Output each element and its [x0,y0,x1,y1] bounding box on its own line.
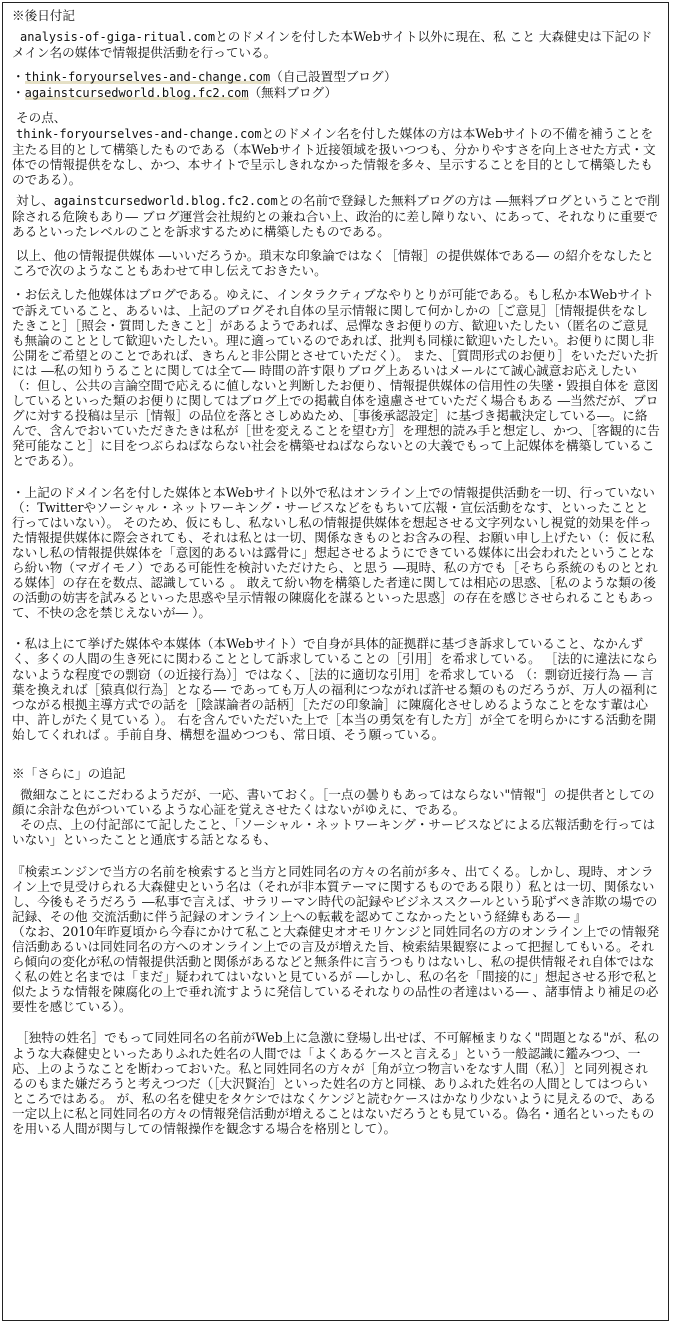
intro-paragraph [12,29,660,60]
paragraph-against: 対し、againstcursedworld.blog.fc2.comとの名前で登録した無料ブログの方は ―無料ブログということで削除される危険もあり― ブログ運営会社規約との兼ね合い上、政治的に差し障りない、にあって、それなりに重要であるといったレベルのことを訴求するために構築したものである。 [12,192,660,240]
paragraph-think: think-foryourselves-and-change.comとのドメイン名を付した媒体の方は本Webサイトの不備を補うことを主たる目的として構築したものである（本Webサイト近接領域を扱いつつも、分かりやすさを向上させた方式・文体での情報提供をなし、かつ、本サイトで呈示しきれなかった情報を多々、呈示することを目的として構築したものである）。 [12,125,656,187]
paragraph-naoo: （なお、2010年昨夏頃から今春にかけて私こと大森健史オオモリケンジと同姓同名の方のオンライン上での情報発信活動あるいは同姓同名の方へのオンライン上での言及が増えた旨、検索結果観察によって把握してもいる。それら傾向の変化が私の情報提供活動と関係があるなどと無条件に言うつもりはないし、私の提供情報それ自体ではなく私の姓と名までは「まだ」疑われてはいないと見ているが ―しかし、私の名を「間接的に」想起させる形で私と似たような情報を陳腐化の上で垂れ流すように発信しているそれなりの品性の者達はいる― 、諸事情より補足の必要性を感じている）。 [12,923,660,1015]
paragraph-blog: ・お伝えした他媒体はブログである。ゆえに、インタラクティブなやりとりが可能である。もし私か本Webサイトで訴えていること、あるいは、上記のブログそれ自体の呈示情報に関して何かしかの［ご意見］［情報提供をなしたきこと］［照会・質問したきこと］があるようであれば、忌憚なきお便りの方、歓迎いたしたい（匿名のご意見も無論のこととして歓迎いたしたい。理に適っているのであれば、批判も同様に歓迎いたしたい。お便りに関し非公開をご希望とのことであれば、きちんと非公開とさせていただく）。 また、［質問形式のお便り］をいただいた折には ―私の知りうることに関しては全て― 時間の許す限りブログ上あるいはメールにて誠心誠意お応えしたい（：但し、公共の言論空間で応えるに値しないと判断したお便り、情報提供媒体の信用性の失墜・毀損自体を 意図しているといった類のお便りに関してはブログ上での掲載自体を遠慮させていただく場合もある ―当然だが、ブログに対する投稿は呈示［情報］の品位を落とさしめぬため、［事後承認設定］に基づき掲載決定している―。に絡んで、含んでおいていただきたきは私が［世を変えることを望む方］を理想的読み手と想定し、かつ、［客観的に告発可能なこと］に目をつぶらねばならない社会を構築せねばならないとの大義でもって上記媒体を構築していることである）。 [12,287,660,469]
intro-text: とのドメインを付した本Webサイト以外に現在、私 こと 大森健史は下記のドメイン名の媒体で情報提供活動を行っている。 [12,29,653,61]
media-item-against: ・againstcursedworld.blog.fc2.com（無料ブログ） [12,85,338,101]
paragraph-sarani-2: その点、上の付記部にて記したこと、「ソーシャル・ネットワーキング・サービスなどによる広報活動を行ってはいない」といったことと通底する話となるも、 [12,817,656,848]
paragraph-sonoten: その点、 [16,110,67,126]
section-header-sarani: ※「さらに」の追記 [12,766,126,782]
paragraph-appeal: ・私は上にて挙げた媒体や本媒体（本Webサイト）で自身が具体的証拠群に基づき訴求していること、なかんずく、多くの人間の生き死にに関わることとして訴求していることの［引用］を希求している。 ［法的に違法にならないような程度での剽窃（の近接行為）］ではなく、［法的に適切な引用］を希求している （：剽窃近接行為 ― 言葉を換えれば［猿真似行為］となる― であっても万人の福利につながれば許せる類のものだろうが、万人の福利につながる根拠主導方式での話を［陰謀論者の話柄］［ただの印象論］に陳腐化させしめるようなことをなす輩は心中、許しがたく見ている ）。 右を含んでいただいた上で［本当の勇気を有した方］が全てを明らかにする活動を開始してくれれば 。手前自身、構想を温めつつも、常日頃、そう願っている。 [12,636,659,742]
document-page [2,2,669,1321]
paragraph-dokutoku: ［独特の姓名］でもって同姓同名の名前がWeb上に急激に登場し出せば、不可解極まりなく"問題となる"が、私のような大森健史といったありふれた姓名の人間では「よくあるケースと言える」という一般認識に鑑みつつ、一応、上のようなことを断わっておいた。私と同姓同名の方々が［角が立つ物言いをなす人間（私）］と同列視されるのもまた嫌だろうと考えつつだ（［大沢賢治］といった姓名の方と同様、ありふれた姓名の人間としてはつらいところではある。 が、私の名を健史をタケシではなくケンジと読むケースはかなり少ないように見えるので、ある一定以上に私と同姓同名の方々の情報発信活動が増えることはないだろうとも見ている。偽名・通名といったものを用いる人間が関与しての情報操作を観念する場合を格別として）。 [12,1030,660,1136]
media-domain-think: think-foryourselves-and-change.com [24,70,271,85]
intro-domain: analysis-of-giga-ritual.com [20,30,216,45]
paragraph-ijou: 以上、他の情報提供媒体 ―いいだろうか。瑣末な印象論ではなく［情報］の提供媒体である― の紹介をなしたところで次のようなこともあわせて申し伝えておきたい。 [12,248,654,279]
against-domain: againstcursedworld.blog.fc2.com [53,193,278,208]
paragraph-sarani-1: 微細なことにこだわるようだが、一応、書いておく。［一点の曇りもあってはならない"情報"］の提供者としての顔に余計な色がついているような心証を覚えさせたくはないがゆえに、である。 [12,787,655,818]
think-domain: think-foryourselves-and-change.com [16,126,262,141]
quote-block: 『検索エンジンで当方の名前を検索すると当方と同姓同名の方々の名前が多々、出てくる。しかし、現時、オンライン上で見受けられる大森健史という名は（それが非本質テーマに関するものである限り）私とは一切、関係ないし、今後もそうだろう ―私事で言えば、サラリーマン時代の記録やビジネススクールという恥ずべき詐欺の場での記録、その他 交流活動に伴う記録のオンライン上への転載を認めてこなかったという経緯もある― 』 [12,863,658,924]
media-item-think: ・think-foryourselves-and-change.com（自己設置型ブログ） [12,69,397,85]
paragraph-domain-only: ・上記のドメイン名を付した媒体と本Webサイト以外で私はオンライン上での情報提供活動を一切、行っていない（：Twitterやソーシャル・ネットワーキング・サービスなどをもちいて広報・宣伝活動をなす、といったことと行ってはいない）。 そのため、仮にもし、私ないし私の情報提供媒体を想起させる文字列ないし視覚的効果を伴った情報提供媒体に際会されても、それは私とは一切、関係なきものとお含みの程、お願い申し上げたい（：仮に私ないし私の情報提供媒体を「意図的あるいは露骨に」想起させるようにできている媒体に出会われたということなら紛い物（マガイモノ）である可能性を検討いただけたら、と思う ―現時、私の方でも［そちら系統のものととれる媒体］の存在を数点、認識している 。 敢えて紛い物を構築した者達に関しては相応の思惑、［私のような類の後の活動の妨害を試みるといった思惑や呈示情報の陳腐化を謀るといった思惑］の存在を感じさせられることもあって、不快の念を禁じえないが― ）。 [12,484,658,621]
media-domain-against: againstcursedworld.blog.fc2.com [24,86,249,101]
section-header-postscript: ※後日付記 [12,8,75,23]
